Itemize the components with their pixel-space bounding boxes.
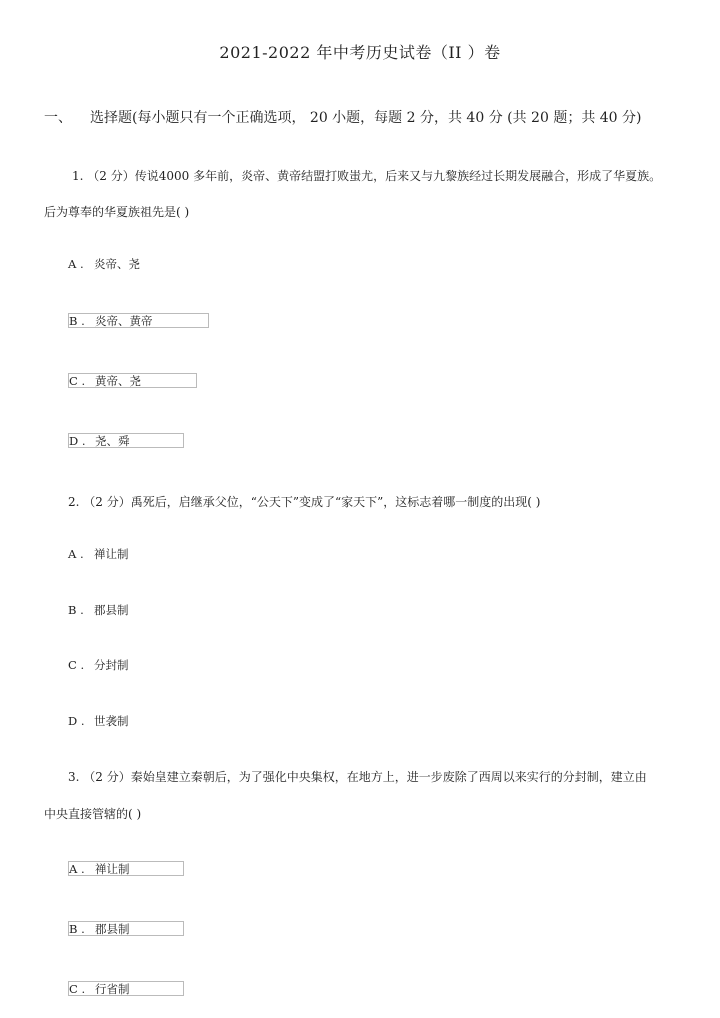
question-1-option-b[interactable] — [68, 313, 209, 328]
option-letter: C . — [69, 374, 86, 388]
question-3-line-2: 中央直接管辖的( ) — [44, 807, 142, 821]
option-text: 炎帝、尧 — [94, 257, 140, 271]
question-2-option-a[interactable] — [68, 547, 129, 562]
question-2-option-d[interactable] — [68, 714, 129, 729]
option-letter: B . — [68, 603, 84, 617]
question-2-line-1: 2. （2 分）禹死后，启继承父位，“公天下”变成了“家天下”，这标志着哪一制度的出现( ) — [68, 495, 541, 509]
question-1-line-1: 1. （2 分）传说4000 多年前，炎帝、黄帝结盟打败蚩尤，后来又与九黎族经过长期发展融合，形成了华夏族。 — [72, 169, 662, 183]
question-3-option-a[interactable] — [68, 861, 184, 876]
option-letter: A . — [68, 257, 84, 271]
option-text: 炎帝、黄帝 — [95, 314, 153, 328]
option-letter: B . — [69, 922, 85, 936]
option-letter: A . — [68, 547, 84, 561]
option-letter: B . — [69, 314, 85, 328]
option-text: 禅让制 — [95, 862, 130, 876]
option-text: 尧、舜 — [95, 434, 130, 448]
section-text: 选择题(每小题只有一个正确选项， 20 小题，每题 2 分，共 40 分 (共 20 题；共 40 分) — [90, 110, 642, 126]
page-title: 2021-2022 年中考历史试卷（II ）卷 — [219, 43, 501, 62]
question-3-option-b[interactable] — [68, 921, 184, 936]
question-1-option-c[interactable] — [68, 373, 197, 388]
option-letter: A . — [69, 862, 85, 876]
question-1-line-2: 后为尊奉的华夏族祖先是( ) — [44, 205, 190, 219]
section-number: 一、 — [44, 110, 72, 126]
question-3-line-1: 3. （2 分）秦始皇建立秦朝后，为了强化中央集权，在地方上，进一步废除了西周以来实行的分封制，建立由 — [68, 770, 647, 784]
option-text: 郡县制 — [94, 603, 129, 617]
option-text: 禅让制 — [94, 547, 129, 561]
option-letter: C . — [69, 982, 86, 996]
question-1-option-a[interactable] — [68, 257, 140, 272]
option-text: 世袭制 — [94, 714, 129, 728]
option-letter: D . — [68, 714, 85, 728]
option-text: 郡县制 — [95, 922, 130, 936]
option-text: 黄帝、尧 — [95, 374, 141, 388]
question-2-option-c[interactable] — [68, 658, 129, 673]
option-letter: C . — [68, 658, 85, 672]
question-2-option-b[interactable] — [68, 603, 129, 618]
option-letter: D . — [69, 434, 86, 448]
option-text: 行省制 — [95, 982, 130, 996]
section-heading — [44, 107, 642, 127]
question-1-option-d[interactable] — [68, 433, 184, 448]
option-text: 分封制 — [94, 658, 129, 672]
question-3-option-c[interactable] — [68, 981, 184, 996]
